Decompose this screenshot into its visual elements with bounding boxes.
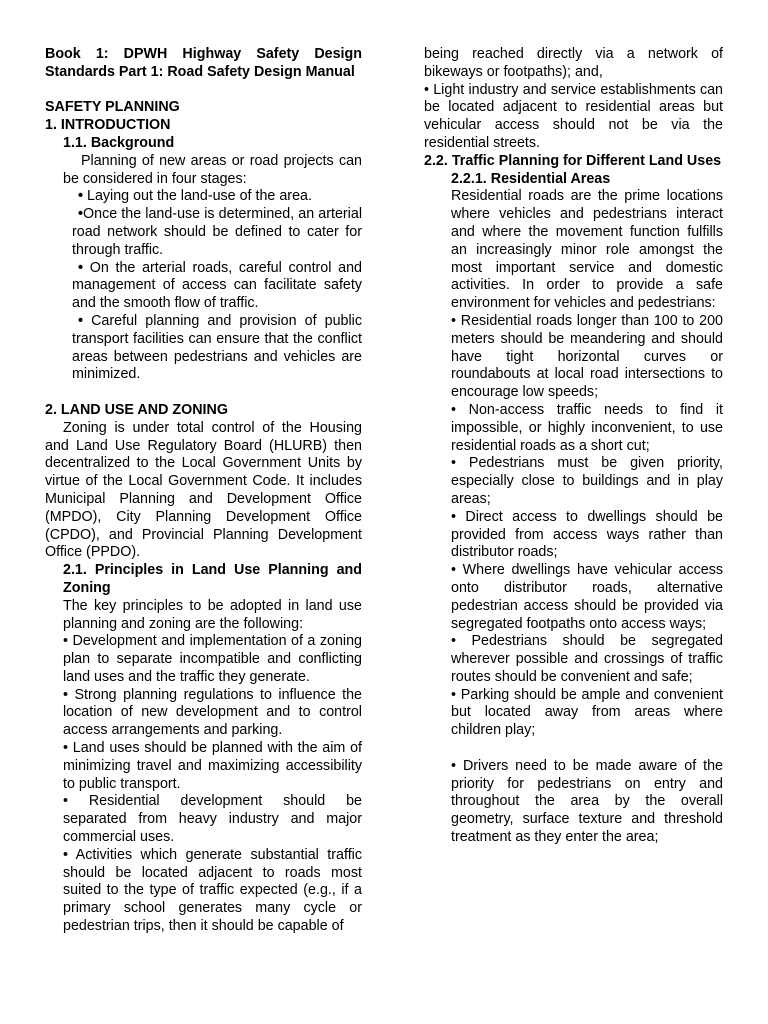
stages-list [72, 188, 362, 384]
left-column [45, 46, 362, 936]
list-item: • Development and implementation of a zoning plan to separate incompatible and conflicting land uses and the traffic they generate. [63, 633, 362, 685]
list-item: • Residential development should be separated from heavy industry and major commercial uses. [63, 793, 362, 846]
list-item: • Where dwellings have vehicular access onto distributor roads, alternative pedestrian access should be provided via segregated footpaths onto access ways; [451, 562, 723, 632]
safety-planning-heading: SAFETY PLANNING [45, 99, 180, 116]
traffic-planning-heading: 2.2. Traffic Planning for Different Land Uses [424, 152, 722, 169]
list-item: • Pedestrians must be given priority, especially close to buildings and in play areas; [451, 455, 723, 507]
list-item: •Once the land-use is determined, an arterial road network should be defined to cater for through traffic. [72, 206, 362, 258]
list-item: • On the arterial roads, careful control and management of access can facilitate safety and the smooth flow of traffic. [72, 259, 362, 312]
residential-section [451, 188, 723, 846]
continued-text: being reached directly via a network of bikeways or footpaths); and, [424, 46, 723, 80]
background-heading: 1.1. Background [63, 134, 175, 151]
right-column [424, 46, 723, 847]
background-text: Planning of new areas or road projects can be considered in four stages: [63, 152, 362, 187]
list-item: • Non-access traffic needs to find it impossible, or highly inconvenient, to use residential roads as a short cut; [451, 401, 723, 454]
list-item: • Land uses should be planned with the aim of minimizing travel and maximizing accessibility to public transport. [63, 740, 362, 792]
book-title: Book 1: DPWH Highway Safety Design Standards Part 1: Road Safety Design Manual [45, 46, 362, 80]
light-industry-point: • Light industry and service establishments can be located adjacent to residential areas but vehicular access should not be via the residential streets. [424, 81, 723, 151]
list-item: • Activities which generate substantial traffic should be located adjacent to roads most suited to the type of traffic expected (e.g., if a primary school generates many cycle or pedestrian trips, then it should be capable of [63, 846, 362, 935]
drivers-point: • Drivers need to be made aware of the priority for pedestrians on entry and throughout the area by the overall geometry, surface texture and threshold treatment as they enter the area; [451, 757, 723, 846]
land-use-heading: 2. LAND USE AND ZONING [45, 401, 228, 418]
list-item: • Parking should be ample and convenient but located away from areas where children play; [451, 686, 723, 739]
zoning-text: Zoning is under total control of the Housing and Land Use Regulatory Board (HLURB) then decentralized to the Local Government Units by virtue of the Local Government Code. It includes Municipal Planning and Development Office (MPDO), City Planning Development Office (CPDO), and Provincial Planning Development Office (PPDO). [45, 419, 362, 561]
residential-text: Residential roads are the prime locations where vehicles and pedestrians interact and where the movement function fulfills an increasingly minor role amongst the most important service and domestic activities. In order to provide a safe environment for vehicles and pedestrians: [451, 188, 723, 312]
principles-heading: 2.1. Principles in Land Use Planning and Zoning [63, 562, 362, 596]
list-item: • Pedestrians should be segregated wherever possible and crossings of traffic routes should be convenient and safe; [451, 633, 723, 685]
list-item: • Careful planning and provision of public transport facilities can ensure that the conflict areas between pedestrians and vehicles are minimized. [72, 312, 362, 383]
residential-heading: 2.2.1. Residential Areas [451, 170, 611, 187]
principles-list [63, 633, 362, 936]
list-item: • Residential roads longer than 100 to 200 meters should be meandering and should have tight horizontal curves or roundabouts at local road intersections to encourage low speeds; [451, 312, 723, 401]
list-item: • Laying out the land-use of the area. [78, 188, 312, 205]
introduction-heading: 1. INTRODUCTION [45, 117, 171, 134]
principles-intro: The key principles to be adopted in land use planning and zoning are the following: [63, 597, 362, 632]
list-item: • Direct access to dwellings should be provided from access ways rather than distributor roads; [451, 508, 723, 561]
list-item: • Strong planning regulations to influence the location of new development and to control access arrangements and parking. [63, 686, 362, 739]
